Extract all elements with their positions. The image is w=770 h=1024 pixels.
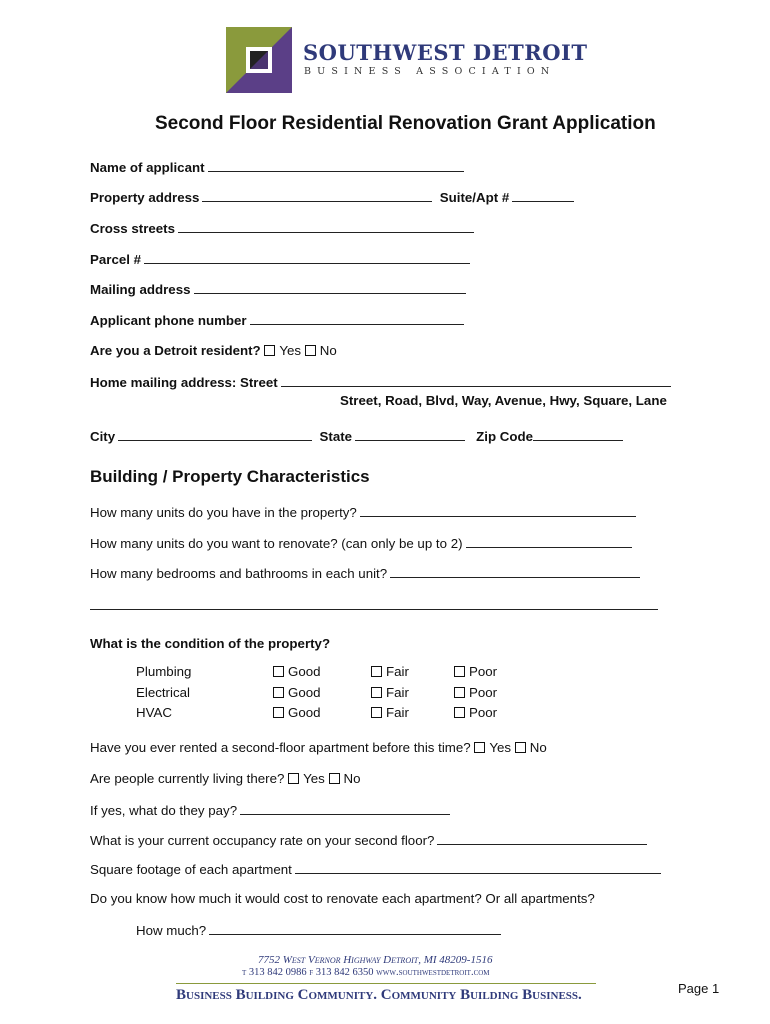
resident-no-label: No — [319, 343, 337, 358]
field-mailing[interactable] — [90, 281, 466, 297]
checkbox[interactable] — [371, 707, 382, 718]
field-property-address-label: Property address — [90, 190, 200, 205]
electrical-good[interactable] — [273, 685, 321, 700]
page-title: Second Floor Residential Renovation Grant Application — [155, 113, 656, 134]
hvac-poor[interactable] — [454, 705, 497, 720]
rented-yes-label: Yes — [489, 740, 512, 755]
option-label: Fair — [386, 705, 409, 720]
q-sqft[interactable] — [90, 861, 661, 877]
street-hint: Street, Road, Blvd, Way, Avenue, Hwy, Square, Lane — [340, 393, 667, 408]
checkbox[interactable] — [273, 707, 284, 718]
q-rented-label: Have you ever rented a second-floor apartment before this time? — [90, 740, 471, 755]
checkbox[interactable] — [454, 707, 465, 718]
plumbing-fair[interactable] — [371, 664, 409, 679]
footer-address: 7752 West Vernor Highway Detroit, MI 48209-1516 — [258, 954, 493, 966]
q-sqft-label: Square footage of each apartment — [90, 862, 292, 877]
field-resident — [90, 343, 337, 358]
field-mailing-label: Mailing address — [90, 282, 191, 297]
field-city-label: City — [90, 429, 116, 444]
q-renovate-label: How many units do you want to renovate? (can only be up to 2) — [90, 536, 463, 551]
field-parcel[interactable] — [90, 251, 470, 267]
condition-row-label: Plumbing — [136, 664, 192, 679]
q-bedrooms-label: How many bedrooms and bathrooms in each unit? — [90, 566, 388, 581]
option-label: Fair — [386, 664, 409, 679]
footer-divider — [176, 983, 596, 984]
option-label: Good — [288, 685, 321, 700]
q-occupancy[interactable] — [90, 832, 647, 848]
field-cross-streets[interactable] — [90, 220, 474, 236]
field-phone-label: Applicant phone number — [90, 313, 247, 328]
rented-yes-checkbox[interactable] — [474, 742, 485, 753]
rented-no-label: No — [529, 740, 547, 755]
q-how-much[interactable] — [136, 922, 501, 938]
field-suite-label: Suite/Apt # — [439, 190, 510, 205]
field-zip-label: Zip Code — [476, 429, 534, 444]
checkbox[interactable] — [371, 687, 382, 698]
hvac-good[interactable] — [273, 705, 321, 720]
q-how-much-label: How much? — [136, 923, 207, 938]
condition-row-label: HVAC — [136, 705, 172, 720]
resident-yes-checkbox[interactable] — [264, 345, 275, 356]
checkbox[interactable] — [273, 666, 284, 677]
option-label: Good — [288, 705, 321, 720]
q-pay[interactable] — [90, 802, 450, 818]
field-resident-label: Are you a Detroit resident? — [90, 343, 261, 358]
field-home-mail[interactable] — [90, 374, 671, 390]
condition-row — [136, 685, 190, 700]
q-occupancy-label: What is your current occupancy rate on your second floor? — [90, 833, 435, 848]
field-home-mail-label: Home mailing address: Street — [90, 375, 278, 390]
logo-name: SOUTHWEST DETROIT — [303, 40, 588, 65]
field-state-label: State — [319, 429, 353, 444]
resident-no-checkbox[interactable] — [305, 345, 316, 356]
field-name-label: Name of applicant — [90, 160, 205, 175]
condition-heading: What is the condition of the property? — [90, 636, 331, 651]
living-no-checkbox[interactable] — [329, 773, 340, 784]
field-cross-streets-label: Cross streets — [90, 221, 175, 236]
condition-row — [136, 664, 191, 679]
living-no-label: No — [343, 771, 361, 786]
field-city-state-zip[interactable] — [90, 428, 623, 444]
page-number: Page 1 — [678, 981, 720, 996]
q-cost: Do you know how much it would cost to renovate each apartment? Or all apartments? — [90, 891, 595, 906]
living-yes-label: Yes — [303, 771, 325, 786]
q-living-label: Are people currently living there? — [90, 771, 285, 786]
living-yes-checkbox[interactable] — [288, 773, 299, 784]
option-label: Fair — [386, 685, 409, 700]
plumbing-good[interactable] — [273, 664, 321, 679]
q-renovate[interactable] — [90, 535, 632, 551]
electrical-poor[interactable] — [454, 685, 497, 700]
q-bedrooms[interactable] — [90, 565, 640, 581]
option-label: Good — [288, 664, 321, 679]
field-parcel-label: Parcel # — [90, 252, 142, 267]
resident-yes-label: Yes — [279, 343, 302, 358]
hvac-fair[interactable] — [371, 705, 409, 720]
checkbox[interactable] — [454, 666, 465, 677]
condition-row — [136, 705, 172, 720]
footer-slogan: Business Building Community. Community Building Business. — [176, 987, 582, 1003]
field-property-address[interactable] — [90, 189, 574, 205]
rented-no-checkbox[interactable] — [515, 742, 526, 753]
q-units[interactable] — [90, 504, 636, 520]
logo-sub: BUSINESS ASSOCIATION — [304, 66, 556, 77]
field-name[interactable] — [90, 159, 464, 175]
logo — [226, 27, 292, 93]
footer-phones: t 313 842 0986 f 313 842 6350 www.southwestdetroit.com — [242, 967, 490, 978]
plumbing-poor[interactable] — [454, 664, 497, 679]
option-label: Poor — [469, 685, 498, 700]
field-phone[interactable] — [90, 312, 464, 328]
q-living — [90, 771, 361, 786]
q-rented — [90, 740, 547, 755]
checkbox[interactable] — [454, 687, 465, 698]
logo-mark-icon — [226, 27, 292, 93]
q-bedrooms-line[interactable] — [90, 597, 658, 610]
q-pay-label: If yes, what do they pay? — [90, 803, 238, 818]
section-heading: Building / Property Characteristics — [90, 467, 370, 486]
option-label: Poor — [469, 705, 498, 720]
electrical-fair[interactable] — [371, 685, 409, 700]
condition-row-label: Electrical — [136, 685, 190, 700]
checkbox[interactable] — [273, 687, 284, 698]
option-label: Poor — [469, 664, 498, 679]
q-units-label: How many units do you have in the property? — [90, 505, 357, 520]
checkbox[interactable] — [371, 666, 382, 677]
